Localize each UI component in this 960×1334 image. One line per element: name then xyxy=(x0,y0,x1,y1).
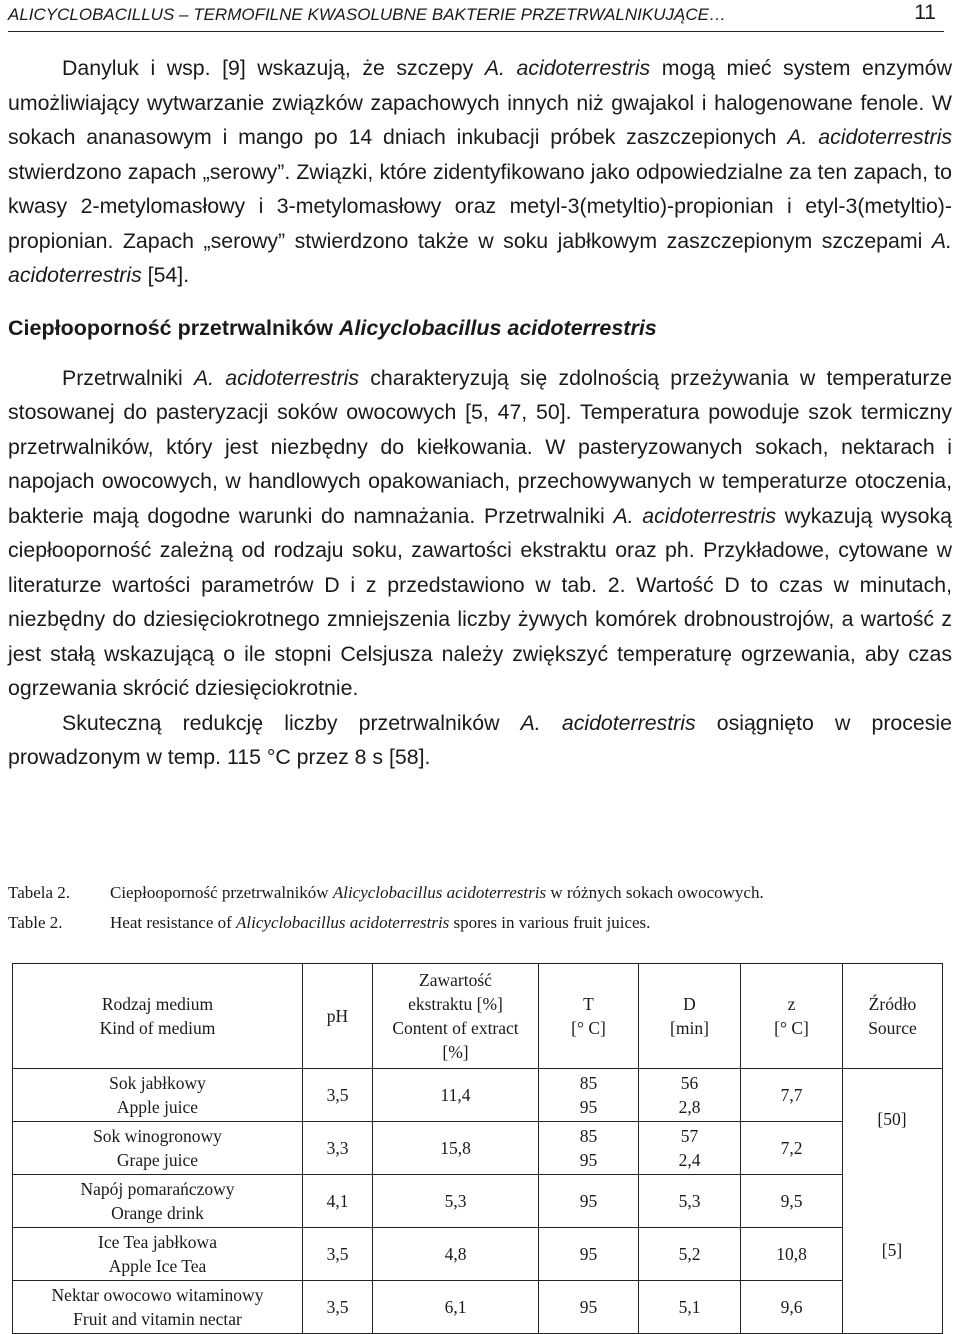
cell-d-value: 57 2,4 xyxy=(639,1122,741,1175)
paragraph-heat-resistance: Przetrwalniki A. acidoterrestris charakteryzują się zdolnością przeżywania w temperaturze stosowanej do pasteryzacji soków owocowych [5, 47, 50]. Temperatura powoduje szok termiczny przetrwalników, który jest niezbędny do kiełkowania. W pasteryzowanych sokach, nektarach i napojach owocowych, w handlowych opakowaniach, przechowywanych w temperaturze otoczenia, bakterie mają dogodne warunki do namnażania. Przetrwalniki A. acidoterrestris wykazują wysoką ciepłooporność zależną od rodzaju soku, zawartości ekstraktu oraz ph. Przykładowe, cytowane w literaturze wartości parametrów D i z przedstawiono w tab. 2. Wartość D to czas w minutach, niezbędny do dziesięciokrotnego zmniejszenia liczby żywych komórek drobnoustrojów, a wartość z jest stałą wskazującą o ile stopni Celsjusza należy zwiększyć temperaturę ogrzewania, aby czas ogrzewania skrócić dziesięciokrotnie. xyxy=(8,365,952,700)
cell-ph: 3,3 xyxy=(303,1122,373,1175)
table-row xyxy=(13,1069,943,1122)
table-header-row xyxy=(13,964,943,1069)
cell-extract: 4,8 xyxy=(373,1228,539,1281)
running-header xyxy=(8,3,944,32)
cell-z-value: 7,2 xyxy=(741,1122,843,1175)
caption-polish: Tabela 2. Ciepłooporność przetrwalników Alicyclobacillus acidoterrestris w różnych sokach owocowych. xyxy=(8,883,764,902)
source-label-5: [5] xyxy=(881,1240,903,1260)
cell-z-value: 9,6 xyxy=(741,1281,843,1334)
cell-d-value: 5,1 xyxy=(639,1281,741,1334)
cell-extract: 6,1 xyxy=(373,1281,539,1334)
cell-ph: 3,5 xyxy=(303,1228,373,1281)
cell-temperature: 85 95 xyxy=(539,1122,639,1175)
paragraph-odor-compounds: Danyluk i wsp. [9] wskazują, że szczepy A. acidoterrestris mogą mieć system enzymów umożliwiający wytwarzanie związków zapachowych innych niż gwajakol i halogenowane fenole. W sokach ananasowym i mango po 14 dniach inkubacji próbek zaszczepionych A. acidoterrestris stwierdzono zapach „serowy”. Związki, które zidentyfikowano jako odpowiedzialne za ten zapach, to kwasy 2-metylomasłowy i 3-metylomasłowy oraz metyl-3(metyltio)-propionian i etyl-3(metyltio)-propionian. Zapach „serowy” stwierdzono także w soku jabłkowym zaszczepionym szczepami A. acidoterrestris [54]. xyxy=(8,56,953,287)
cell-medium: Nektar owocowo witaminowy Fruit and vitamin nectar xyxy=(13,1281,303,1334)
section-heading: Ciepłooporność przetrwalników Alicyclobacillus acidoterrestris xyxy=(8,315,657,340)
paragraph-reduction: Skuteczną redukcję liczby przetrwalników A. acidoterrestris osiągnięto w procesie prowadzonym w temp. 115 °C przez 8 s [58]. xyxy=(8,710,952,769)
header-z-value: z [° C] xyxy=(741,964,843,1069)
cell-temperature: 95 xyxy=(539,1175,639,1228)
cell-z-value: 10,8 xyxy=(741,1228,843,1281)
cell-ph: 3,5 xyxy=(303,1069,373,1122)
header-source: Źródło Source xyxy=(843,964,943,1069)
header-ph: pH xyxy=(303,964,373,1069)
cell-z-value: 7,7 xyxy=(741,1069,843,1122)
header-medium: Rodzaj medium Kind of medium xyxy=(13,964,303,1069)
cell-ph: 3,5 xyxy=(303,1281,373,1334)
cell-medium: Ice Tea jabłkowa Apple Ice Tea xyxy=(13,1228,303,1281)
cell-extract: 15,8 xyxy=(373,1122,539,1175)
table-row xyxy=(13,1175,943,1228)
cell-medium: Sok jabłkowy Apple juice xyxy=(13,1069,303,1122)
table-caption xyxy=(8,878,952,938)
cell-source-spacer xyxy=(843,1175,943,1228)
heat-resistance-table xyxy=(12,963,943,1334)
source-label-50: [50] xyxy=(877,1109,907,1129)
caption-english: Table 2. Heat resistance of Alicyclobacillus acidoterrestris spores in various fruit juices. xyxy=(8,913,651,932)
cell-ph: 4,1 xyxy=(303,1175,373,1228)
table-row xyxy=(13,1228,943,1281)
cell-source-spacer xyxy=(843,1281,943,1334)
header-extract: Zawartość ekstraktu [%] Content of extract [%] xyxy=(373,964,539,1069)
table-row xyxy=(13,1281,943,1334)
header-d-value: D [min] xyxy=(639,964,741,1069)
cell-temperature: 95 xyxy=(539,1228,639,1281)
cell-z-value: 9,5 xyxy=(741,1175,843,1228)
cell-extract: 5,3 xyxy=(373,1175,539,1228)
cell-extract: 11,4 xyxy=(373,1069,539,1122)
cell-medium: Sok winogronowy Grape juice xyxy=(13,1122,303,1175)
table-row xyxy=(13,1122,943,1175)
cell-d-value: 5,3 xyxy=(639,1175,741,1228)
page-number: 11 xyxy=(914,1,936,24)
body-text xyxy=(8,51,952,775)
header-temperature: T [° C] xyxy=(539,964,639,1069)
cell-temperature: 85 95 xyxy=(539,1069,639,1122)
cell-d-value: 56 2,8 xyxy=(639,1069,741,1122)
cell-medium: Napój pomarańczowy Orange drink xyxy=(13,1175,303,1228)
cell-temperature: 95 xyxy=(539,1281,639,1334)
running-title: ALICYCLOBACILLUS – TERMOFILNE KWASOLUBNE BAKTERIE PRZETRWALNIKUJĄCE… xyxy=(8,5,726,24)
cell-d-value: 5,2 xyxy=(639,1228,741,1281)
